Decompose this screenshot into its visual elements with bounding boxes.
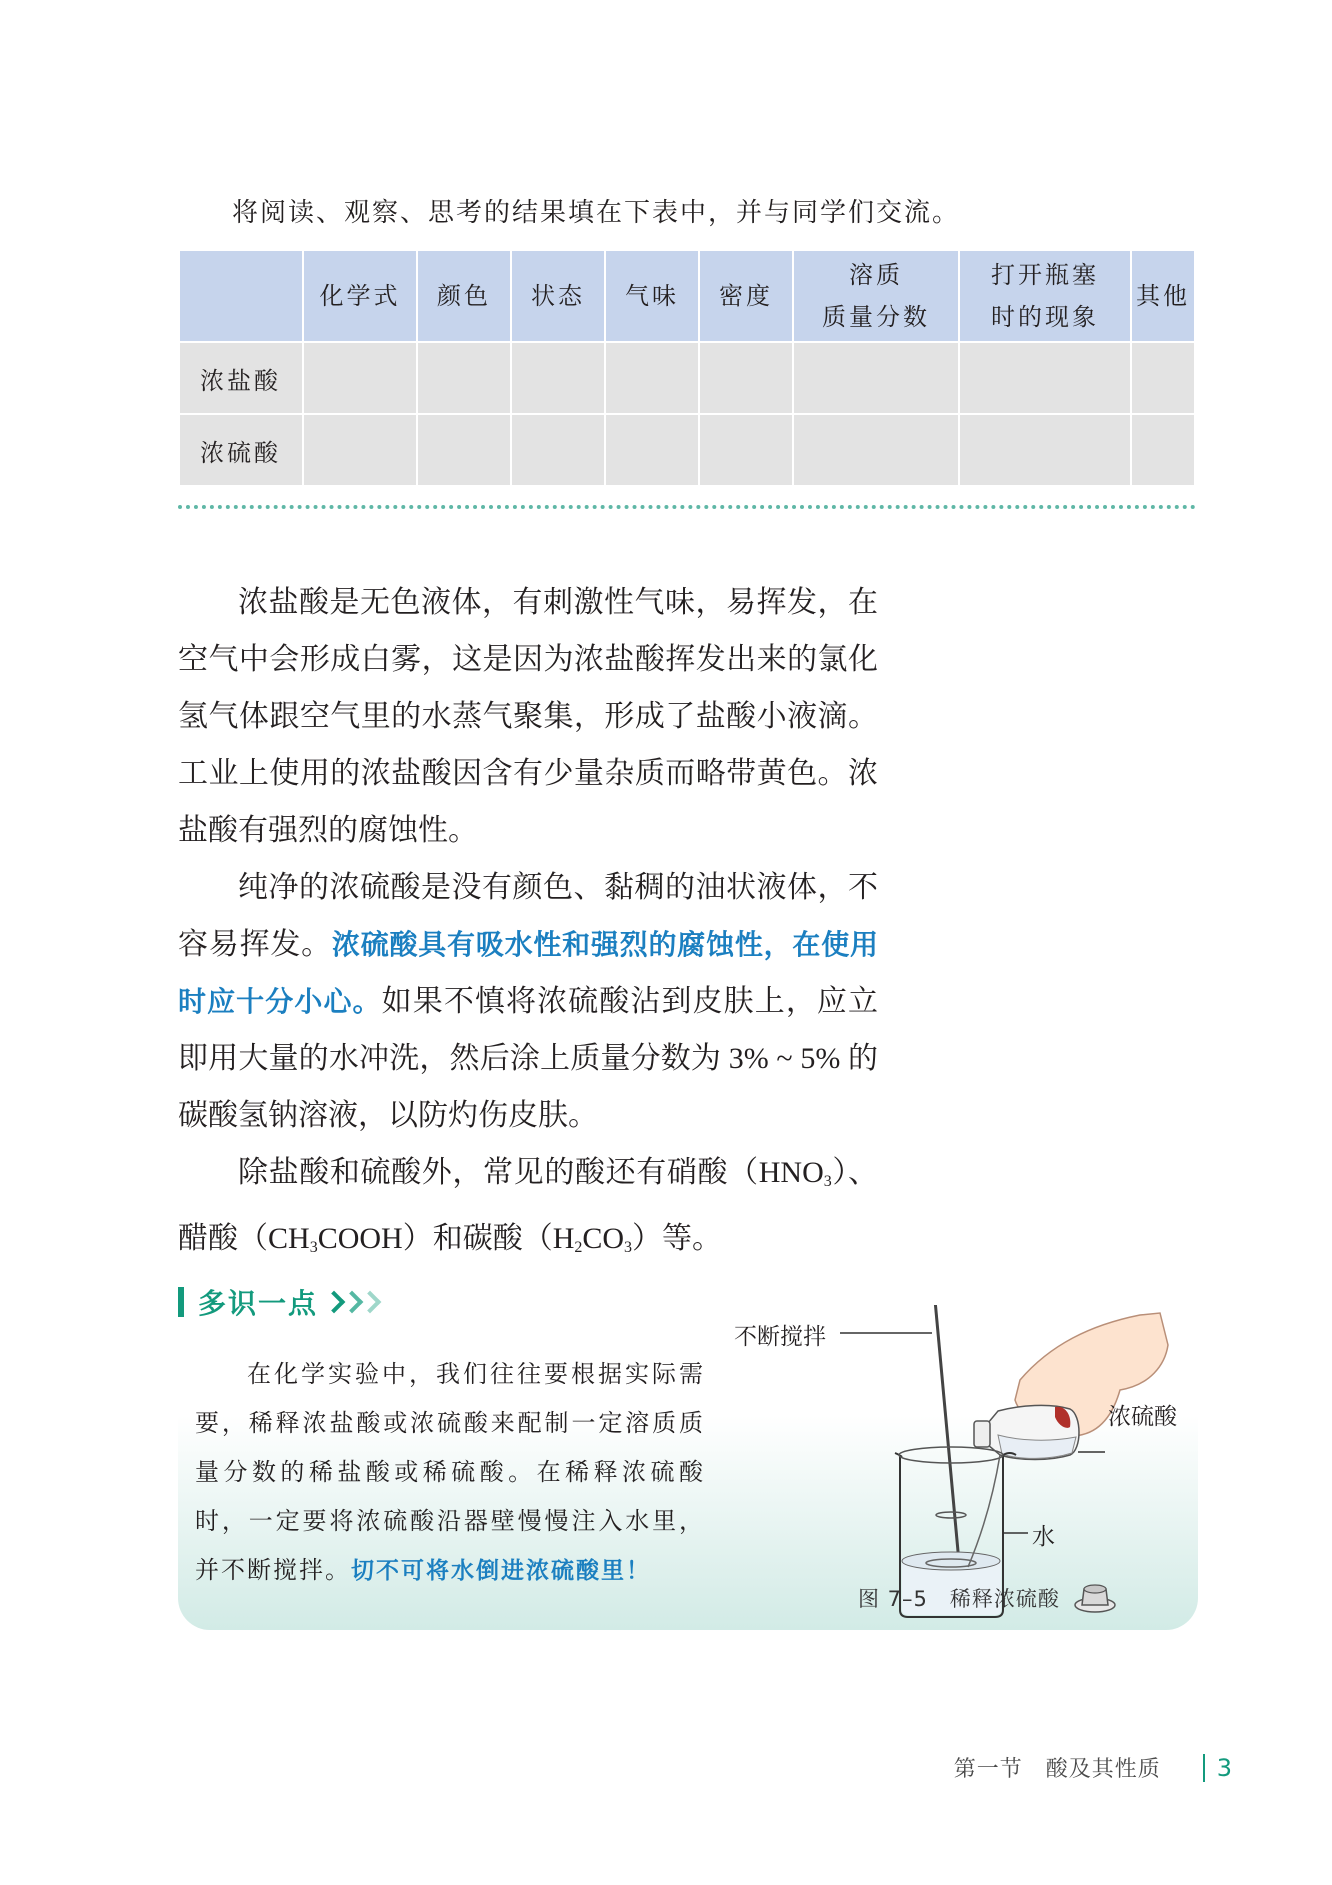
table-header-row: [179, 250, 1195, 342]
header-bar-icon: [178, 1287, 184, 1317]
header-open-cap: [959, 250, 1131, 342]
chevrons-icon: [326, 1294, 380, 1310]
dilution-illustration: [720, 1305, 1190, 1625]
table-cell[interactable]: [417, 342, 511, 414]
table-cell[interactable]: [511, 414, 605, 486]
other-acids-text-5: ）等。: [632, 1222, 723, 1255]
stirring-rod-icon: [935, 1305, 962, 1595]
table-cell[interactable]: [699, 414, 793, 486]
row-label-h2so4: 浓硫酸: [179, 414, 303, 486]
paragraph-hcl: 浓盐酸是无色液体，有刺激性气味，易挥发，在空气中会形成白雾，这是因为浓盐酸挥发出来的氯化氢气体跟空气里的水蒸气聚集，形成了盐酸小液滴。工业上使用的浓盐酸因含有少量杂质而略带黄色。浓盐酸有强烈的腐蚀性。: [178, 586, 878, 847]
header-color: 颜色: [417, 250, 511, 342]
header-mass-fraction-line1: 溶质: [849, 261, 903, 289]
subscript: 2: [574, 1239, 583, 1256]
observation-table: [178, 249, 1196, 487]
dotted-divider: [178, 505, 1196, 509]
table-cell[interactable]: [793, 342, 959, 414]
table-cell[interactable]: [417, 414, 511, 486]
table-row: [179, 414, 1195, 486]
header-odor: 气味: [605, 250, 699, 342]
table-cell[interactable]: [1131, 342, 1195, 414]
subscript: 3: [624, 1239, 633, 1256]
header-formula: 化学式: [303, 250, 417, 342]
knowledge-body: 在化学实验中，我们往往要根据实际需要，稀释浓盐酸或浓硫酸来配制一定溶质质量分数的稀盐酸或稀硫酸。在稀释浓硫酸时，一定要将浓硫酸沿器壁慢慢注入水里，并不断搅拌。: [195, 1360, 705, 1584]
paragraph-h2so4: [178, 859, 878, 1144]
other-acids-text-2: ）、醋酸（CH: [178, 1156, 878, 1255]
header-density: 密度: [699, 250, 793, 342]
highlight-sulfuric-warning: 浓硫酸具有吸水性和强烈的腐蚀性，在使用时应十分小心。: [178, 928, 878, 1018]
table-row: [179, 342, 1195, 414]
knowledge-box-header: [178, 1282, 380, 1322]
bottle-stopper-icon: [1075, 1585, 1115, 1612]
intro-text: 将阅读、观察、思考的结果填在下表中，并与同学们交流。: [232, 198, 961, 228]
figure-caption: 图 7–5 稀释浓硫酸: [858, 1587, 1060, 1611]
table-cell[interactable]: [959, 342, 1131, 414]
footer-section-title: 第一节 酸及其性质: [953, 1757, 1161, 1782]
knowledge-box-text: [195, 1350, 705, 1596]
paragraph-h2so4-intro: 纯净的浓硫酸是没有颜色、黏稠的油状液体，不容易挥发。: [178, 871, 878, 961]
table-cell[interactable]: [605, 342, 699, 414]
footer-separator: [1203, 1754, 1205, 1782]
header-other: 其他: [1131, 250, 1195, 342]
page-footer: [954, 1752, 1232, 1783]
page-number: 3: [1216, 1753, 1232, 1782]
subscript: 3: [309, 1239, 318, 1256]
header-state: 状态: [511, 250, 605, 342]
label-water: 水: [1032, 1524, 1055, 1550]
knowledge-box-title: 多识一点: [198, 1287, 319, 1320]
paragraph-h2so4-rest: 如果不慎将浓硫酸沾到皮肤上，应立即用大量的水冲洗，然后涂上质量分数为 3% ~ 5% 的碳酸氢钠溶液，以防灼伤皮肤。: [178, 985, 878, 1132]
table-cell[interactable]: [511, 342, 605, 414]
main-body: [178, 574, 878, 1276]
acid-bottle-icon: [974, 1405, 1079, 1459]
table-cell[interactable]: [1131, 414, 1195, 486]
table-cell[interactable]: [303, 414, 417, 486]
subscript: 3: [823, 1173, 832, 1190]
other-acids-text-1: 除盐酸和硫酸外，常见的酸还有硝酸（HNO: [238, 1156, 824, 1189]
other-acids-text-3: COOH）和碳酸（H: [317, 1222, 575, 1255]
other-acids-text-4: CO: [582, 1222, 625, 1255]
header-open-cap-line2: 时的现象: [991, 303, 1099, 331]
row-label-hcl: 浓盐酸: [179, 342, 303, 414]
table-corner-cell: [179, 250, 303, 342]
header-open-cap-line1: 打开瓶塞: [991, 261, 1099, 289]
knowledge-warning: 切不可将水倒进浓硫酸里！: [351, 1558, 651, 1584]
table-cell[interactable]: [793, 414, 959, 486]
header-mass-fraction: [793, 250, 959, 342]
paragraph-other-acids: [178, 1144, 878, 1276]
table-cell[interactable]: [959, 414, 1131, 486]
label-sulfuric-acid: 浓硫酸: [1108, 1404, 1177, 1430]
header-mass-fraction-line2: 质量分数: [822, 303, 930, 331]
label-stirring: 不断搅拌: [734, 1324, 826, 1350]
table-cell[interactable]: [605, 414, 699, 486]
table-cell[interactable]: [699, 342, 793, 414]
table-cell[interactable]: [303, 342, 417, 414]
